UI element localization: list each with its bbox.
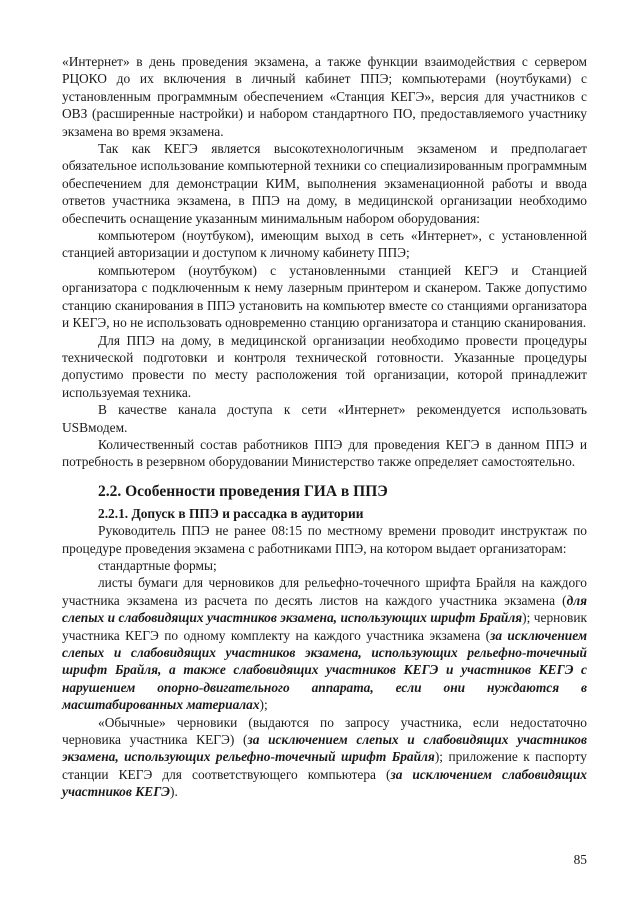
paragraph: Для ППЭ на дому, в медицинской организации необходимо провести процедуры технической подготовки и контроля технической готовности. Указанные процедуры допустимо провести по месту расположения той организации, которой принадлежит используемая техника. bbox=[62, 332, 587, 400]
section-heading: 2.2. Особенности проведения ГИА в ППЭ bbox=[98, 482, 388, 500]
text-run: ); bbox=[259, 697, 268, 713]
emphasis-text: за исключением слабовидящих участников КЕГЭ bbox=[62, 766, 587, 800]
page-body bbox=[62, 53, 587, 801]
list-item bbox=[62, 714, 587, 801]
text-run: ); приложение к паспорту станции КЕГЭ для соответствующего компьютера ( bbox=[62, 749, 587, 782]
paragraph: Так как КЕГЭ является высокотехнологичным экзаменом и предполагает обязательное использование компьютерной техники со специализированным программным обеспечением для демонстрации КИМ, выполнения экзаменационной работы и ввода ответов участника экзамена, в ППЭ на дому, в медицинской организации необходимо обеспечить оснащение указанным минимальным набором оборудования: bbox=[62, 141, 587, 226]
list-item bbox=[62, 574, 587, 713]
emphasis-text: за исключением слепых и слабовидящих участников экзамена, использующих рельефно-точечный шрифт Брайля, а также слабовидящих участников КЕГЭ и участников КЕГЭ с нарушением опорно-двигательного аппарата, если они нуждаются в масштабированных материалах bbox=[62, 627, 587, 713]
emphasis-text: для слепых и слабовидящих участников экзамена, использующих шрифт Брайля bbox=[62, 592, 587, 626]
list-item: компьютером (ноутбуком), имеющим выход в сеть «Интернет», с установленной станцией авторизации и доступом к личному кабинету ППЭ; bbox=[62, 228, 587, 261]
paragraph: Количественный состав работников ППЭ для проведения КЕГЭ в данном ППЭ и потребность в резервном оборудовании Министерство также определяет самостоятельно. bbox=[62, 436, 587, 470]
text-run: «Обычные» черновики (выдаются по запросу участника, если недостаточно черновика участника КЕГЭ) ( bbox=[62, 714, 587, 748]
text-run: листы бумаги для черновиков для рельефно-точечного шрифта Брайля на каждого участника экзамена из расчета по десять листов на каждого участника экзамена ( bbox=[62, 575, 587, 608]
list-item: компьютером (ноутбуком) с установленными станцией КЕГЭ и Станцией организатора с подключенным к нему лазерным принтером и сканером. Также допустимо станцию сканирования в ППЭ установить на компьютер вместе со станциями организатора и КЕГЭ, но не использовать одновременно станцию организатора и станцию сканирования. bbox=[62, 262, 587, 331]
text-run: ); черновик участника КЕГЭ по одному комплекту на каждого участника экзамена ( bbox=[62, 610, 587, 643]
paragraph: «Интернет» в день проведения экзамена, а также функции взаимодействия с сервером РЦОКО до их включения в личный кабинет ППЭ; компьютерами (ноутбуками) с установленным программным обеспечением «Станция КЕГЭ», версия для участников с ОВЗ (расширенные настройки) и набором стандартного ПО, предоставляемого участнику экзамена во время экзамена. bbox=[62, 54, 587, 139]
emphasis-text: за исключением слепых и слабовидящих участников экзамена, использующих рельефно-точечный шрифт Брайля bbox=[62, 732, 587, 765]
paragraph: В качестве канала доступа к сети «Интернет» рекомендуется использовать USBмодем. bbox=[62, 402, 587, 435]
list-item: стандартные формы; bbox=[98, 557, 217, 573]
text-run: ). bbox=[170, 784, 178, 800]
page-number: 85 bbox=[573, 852, 587, 867]
subsection-heading: 2.2.1. Допуск в ППЭ и рассадка в аудитории bbox=[98, 505, 364, 521]
paragraph: Руководитель ППЭ не ранее 08:15 по местному времени проводит инструктаж по процедуре проведения экзамена с работниками ППЭ, на котором выдает организаторам: bbox=[62, 523, 587, 556]
